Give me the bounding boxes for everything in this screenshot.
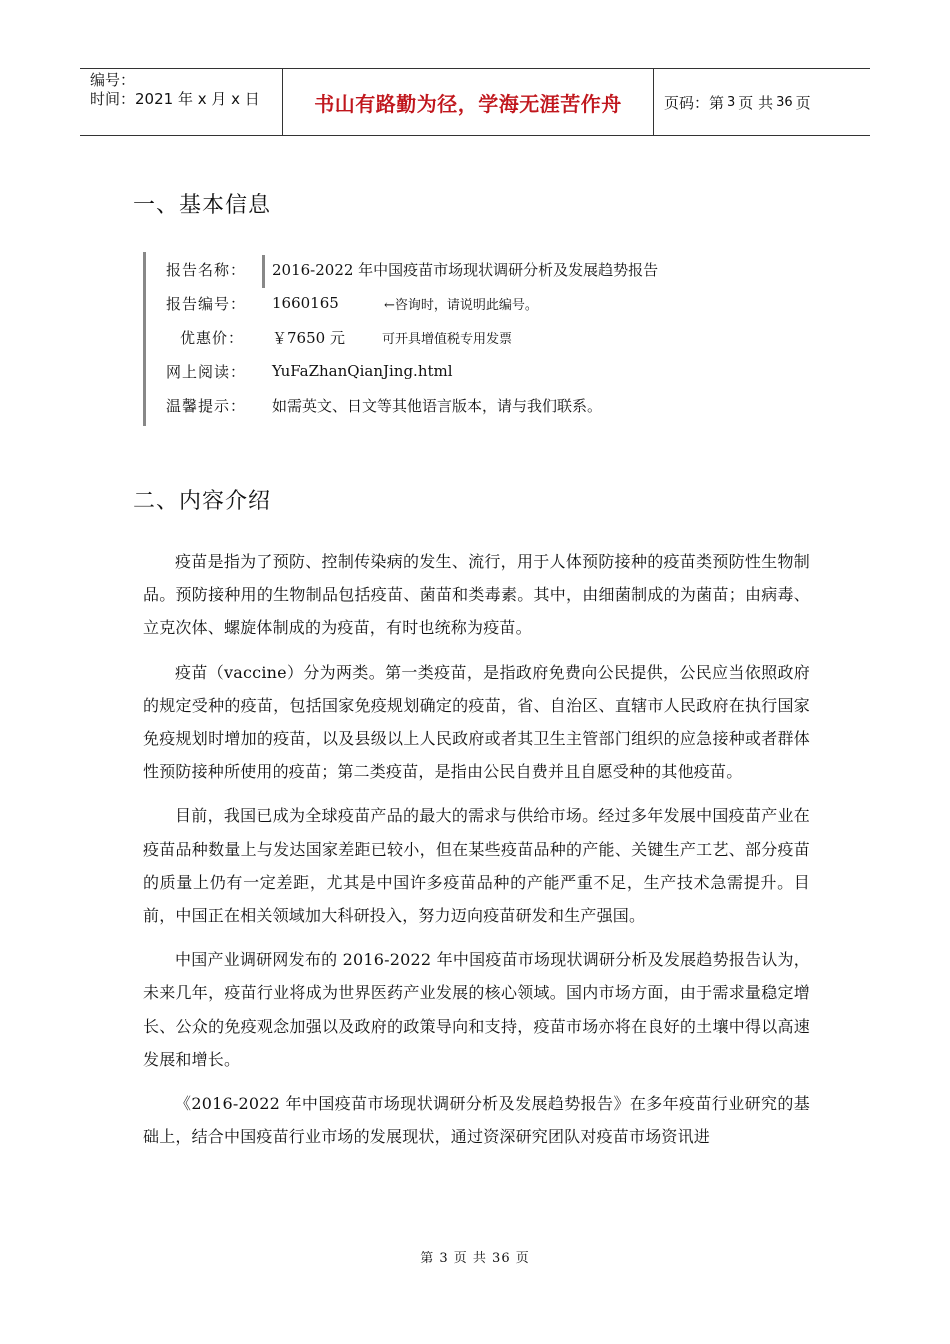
paragraph: 中国产业调研网发布的 2016-2022 年中国疫苗市场现状调研分析及发展趋势报告认为，未来几年，疫苗行业将成为世界医药产业发展的核心领域。国内市场方面，由于需求量稳定增长、公众的免疫观念加强以及政府的政策导向和支持，疫苗市场亦将在良好的土壤中得以高速发展和增长。 bbox=[143, 950, 810, 1069]
value-divider bbox=[262, 255, 265, 288]
section-title-content: 二、内容介绍 bbox=[133, 489, 272, 514]
page-footer: 第 3 页 共 36 页 bbox=[420, 1251, 530, 1266]
paragraph: 《2016-2022 年中国疫苗市场现状调研分析及发展趋势报告》在多年疫苗行业研究的基础上，结合中国疫苗行业市场的发展现状，通过资深研究团队对疫苗市场资讯进 bbox=[143, 1094, 810, 1147]
page-number: 3 bbox=[727, 94, 736, 110]
paragraph: 疫苗（vaccine）分为两类。第一类疫苗，是指政府免费向公民提供，公民应当依照政府的规定受种的疫苗，包括国家免疫规划确定的疫苗，省、自治区、直辖市人民政府在执行国家免疫规划时增加的疫苗，以及县级以上人民政府或者其卫生主管部门组织的应急接种或者群体性预防接种所使用的疫苗；第二类疫苗，是指由公民自费并且自愿受种的其他疫苗。 bbox=[143, 662, 810, 782]
tip-label: 温馨提示： bbox=[166, 396, 247, 415]
price-note: 可开具增值税专用发票 bbox=[382, 331, 513, 347]
paragraph: 疫苗是指为了预防、控制传染病的发生、流行，用于人体预防接种的疫苗类预防性生物制品。预防接种用的生物制品包括疫苗、菌苗和类毒素。其中，由细菌制成的为菌苗；由病毒、立克次体、螺旋体制成的为疫苗，有时也统称为疫苗。 bbox=[143, 552, 810, 638]
name-value: 2016-2022 年中国疫苗市场现状调研分析及发展趋势报告 bbox=[272, 260, 659, 279]
page-mid: 页 共 bbox=[738, 93, 774, 112]
online-label: 网上阅读： bbox=[166, 362, 247, 381]
price-label: 优惠价： bbox=[179, 328, 244, 347]
section-title-basic-info: 一、基本信息 bbox=[133, 193, 272, 218]
page-header bbox=[80, 68, 870, 136]
page-label: 页码：第 bbox=[664, 93, 725, 112]
motto: 书山有路勤为径，学海无涯苦作舟 bbox=[282, 69, 654, 135]
name-label: 报告名称： bbox=[166, 260, 247, 279]
code-label: 报告编号： bbox=[166, 294, 247, 313]
paragraph: 目前，我国已成为全球疫苗产品的最大的需求与供给市场。经过多年发展中国疫苗产业在疫苗品种数量上与发达国家差距已较小，但在某些疫苗品种的产能、关键生产工艺、部分疫苗的质量上仍有一定差距，尤其是中国许多疫苗品种的产能严重不足，生产技术急需提升。目前，中国正在相关领域加大科研投入，努力迈向疫苗研发和生产强国。 bbox=[143, 806, 810, 926]
content-body bbox=[143, 545, 810, 1164]
header-left-cell bbox=[80, 69, 282, 135]
report-info-block bbox=[143, 252, 783, 426]
price-value: ￥7650 元 bbox=[272, 328, 345, 347]
code-note: ←咨询时，请说明此编号。 bbox=[384, 297, 538, 313]
online-value[interactable]: YuFaZhanQianJing.html bbox=[272, 362, 453, 380]
page-total: 36 bbox=[776, 94, 793, 110]
time-label: 时间：2021 年 x 月 x 日 bbox=[90, 90, 260, 108]
serial-label: 编号： bbox=[90, 71, 136, 89]
page-counter bbox=[654, 69, 870, 135]
tip-value: 如需英文、日文等其他语言版本，请与我们联系。 bbox=[272, 396, 603, 415]
page-end: 页 bbox=[795, 93, 811, 112]
code-value: 1660165 bbox=[272, 294, 339, 312]
